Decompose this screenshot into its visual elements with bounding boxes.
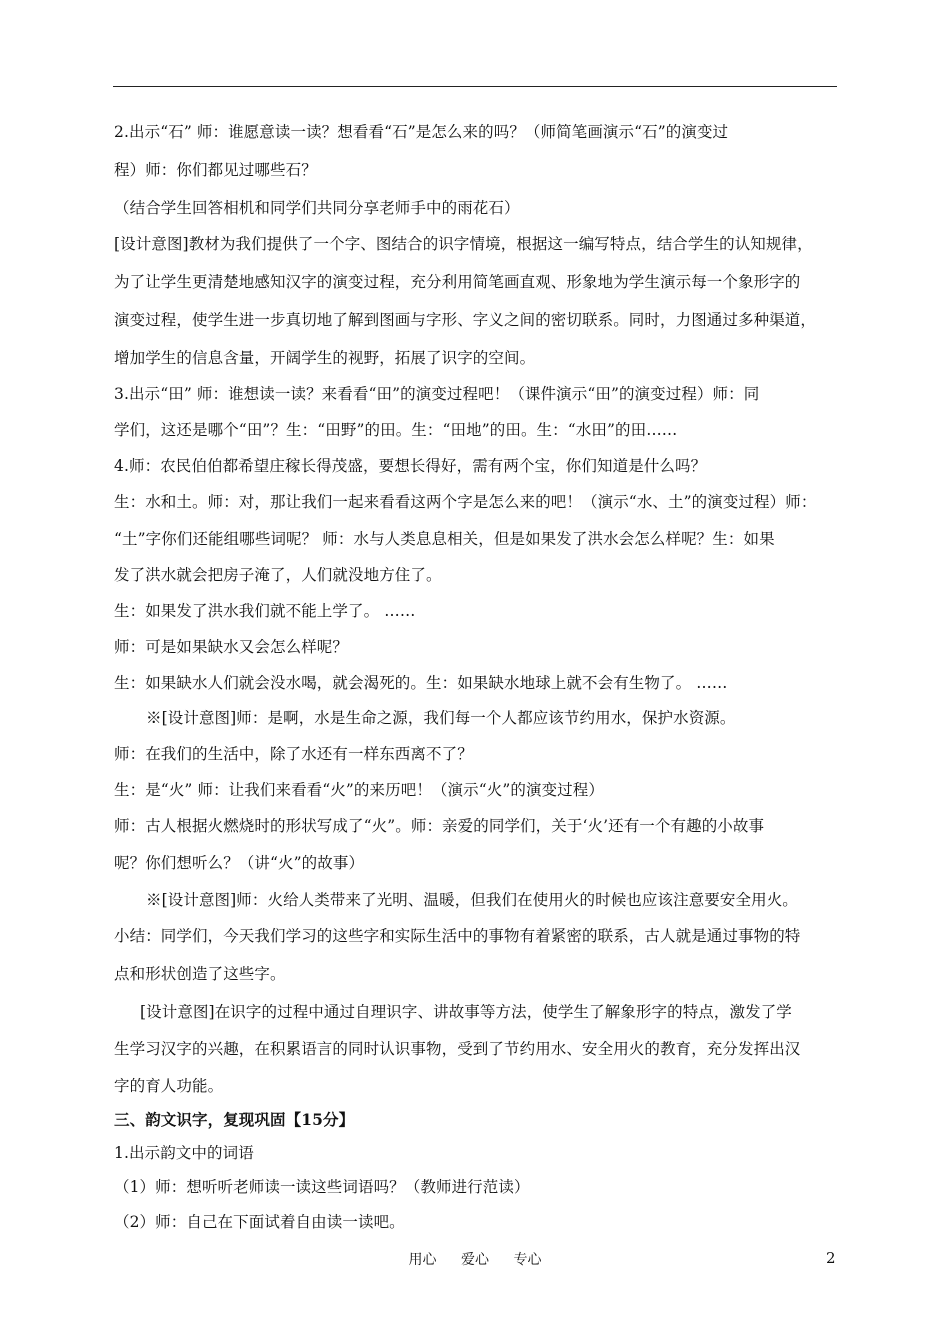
text-line: 点和形状创造了这些字。: [114, 965, 286, 983]
text-line: “土”字你们还能组哪些词呢？ 师：水与人类息息相关，但是如果发了洪水会怎么样呢？生：如果: [114, 530, 775, 548]
text-line: [设计意图]在识字的过程中通过自理识字、讲故事等方法，使学生了解象形字的特点，激发了学: [140, 1003, 792, 1021]
text-line: 为了让学生更清楚地感知汉字的演变过程，充分利用简笔画直观、形象地为学生演示每一个象形字的: [114, 273, 801, 291]
footer-text-1: 用心: [408, 1252, 437, 1268]
text-line: 发了洪水就会把房子淹了，人们就没地方住了。: [114, 566, 442, 584]
footer-text-3: 专心: [513, 1252, 542, 1268]
footer-text-2: 爱心: [461, 1252, 489, 1268]
text-line: [设计意图]教材为我们提供了一个字、图结合的识字情境，根据这一编写特点，结合学生的认知规律，: [114, 235, 813, 253]
text-line: 小结：同学们，今天我们学习的这些字和实际生活中的事物有着紧密的联系，古人就是通过事物的特: [114, 927, 801, 945]
header-rule: [113, 86, 837, 87]
text-line: 呢？你们想听么？（讲“火”的故事）: [114, 854, 365, 872]
section-heading: 三、韵文识字，复现巩固【15分】: [114, 1110, 355, 1129]
text-line: （结合学生回答相机和同学们共同分享老师手中的雨花石）: [114, 199, 520, 217]
text-line: 生学习汉字的兴趣，在积累语言的同时认识事物，受到了节约用水、安全用火的教育，充分发挥出汉: [114, 1040, 801, 1058]
text-line: 师：可是如果缺水又会怎么样呢？: [114, 638, 349, 656]
text-line: 4.师：农民伯伯都希望庄稼长得茂盛，要想长得好，需有两个宝，你们知道是什么吗？: [114, 457, 707, 475]
text-line: 生：如果发了洪水我们就不能上学了。 ……: [114, 602, 416, 620]
text-line: 生：如果缺水人们就会没水喝，就会渴死的。生：如果缺水地球上就不会有生物了。 ……: [114, 674, 728, 692]
text-line: 演变过程，使学生进一步真切地了解到图画与字形、字义之间的密切联系。同时，力图通过多种渠道，: [114, 311, 817, 329]
page-number: 2: [826, 1249, 836, 1267]
text-line: 程）师：你们都见过哪些石？: [114, 161, 317, 179]
text-line: （1）师：想听听老师读一读这些词语吗？（教师进行范读）: [114, 1178, 530, 1196]
text-line: 字的育人功能。: [114, 1077, 224, 1095]
text-line: 师：在我们的生活中，除了水还有一样东西离不了？: [114, 745, 473, 763]
footer-motto: [0, 1249, 950, 1269]
text-line: 学们，这还是哪个“田”？生：“田野”的田。生：“田地”的田。生：“水田”的田……: [114, 421, 678, 439]
text-line: 1.出示韵文中的词语: [114, 1144, 254, 1162]
text-line: ※[设计意图]师：是啊，水是生命之源，我们每一个人都应该节约用水，保护水资源。: [146, 709, 736, 727]
text-line: 2.出示“石” 师：谁愿意读一读？想看看“石”是怎么来的吗？（师简笔画演示“石”的演变过: [114, 123, 729, 141]
text-line: 生：水和土。师：对，那让我们一起来看看这两个字是怎么来的吧！（演示“水、土”的演变过程）师：: [114, 493, 817, 511]
text-line: （2）师：自己在下面试着自由读一读吧。: [114, 1213, 405, 1231]
text-line: ※[设计意图]师：火给人类带来了光明、温暖，但我们在使用火的时候也应该注意要安全用火。: [146, 891, 798, 909]
text-line: 师：古人根据火燃烧时的形状写成了“火”。师：亲爱的同学们，关于‘火’还有一个有趣的小故事: [114, 817, 765, 835]
text-line: 3.出示“田” 师：谁想读一读？来看看“田”的演变过程吧！（课件演示“田”的演变过程）师：同: [114, 385, 760, 403]
text-line: 生：是“火” 师：让我们来看看“火”的来历吧！（演示“火”的演变过程）: [114, 781, 604, 799]
text-line: 增加学生的信息含量，开阔学生的视野，拓展了识字的空间。: [114, 349, 536, 367]
